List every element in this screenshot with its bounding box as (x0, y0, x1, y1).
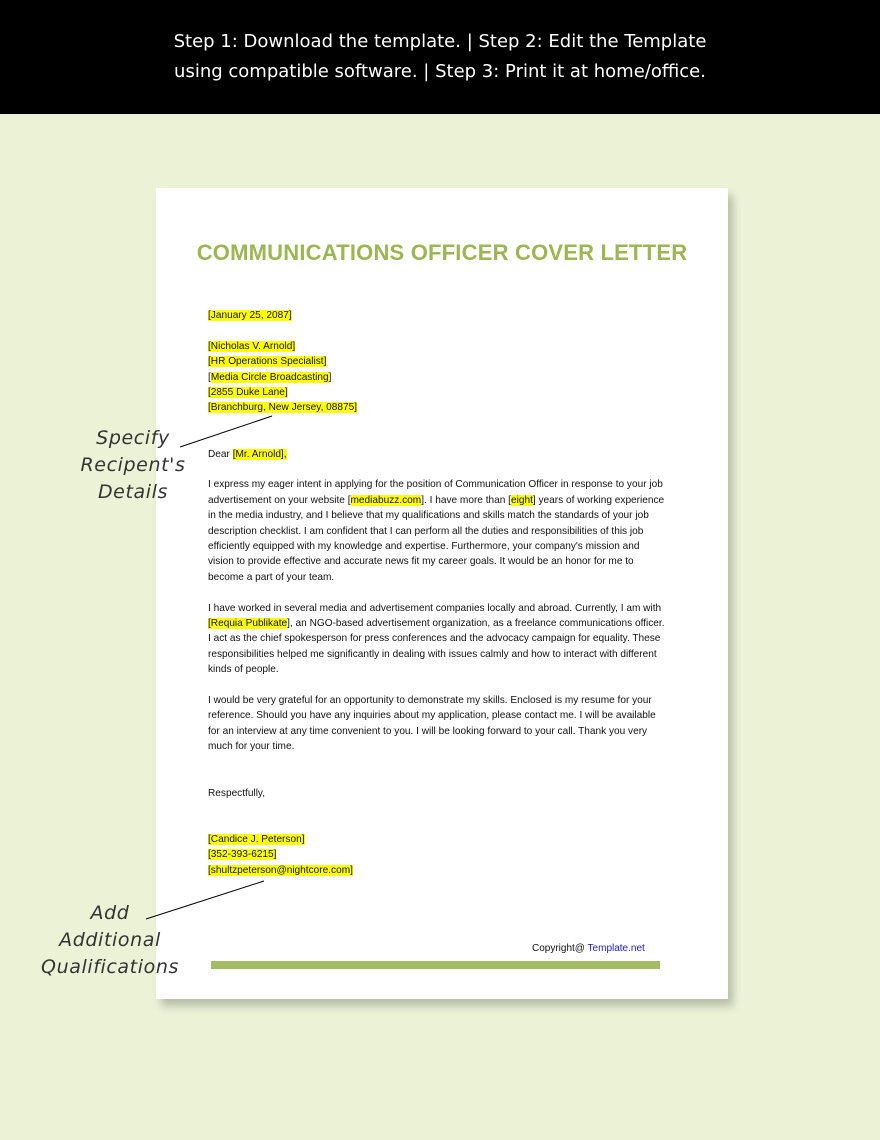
recipient-company: [Media Circle Broadcasting] (208, 371, 332, 383)
years-field: eight (510, 494, 533, 506)
recipient-city: [Branchburg, New Jersey, 08875] (208, 402, 358, 414)
recipient-street: [2855 Duke Lane] (208, 387, 288, 399)
banner-line-2: using compatible software. | Step 3: Print it at home/office. (174, 61, 706, 82)
signature-name: [Candice J. Peterson] (208, 833, 305, 845)
signature-email: [shultzpeterson@nightcore.com] (208, 864, 353, 876)
salutation: Dear [Mr. Arnold], (208, 448, 287, 460)
organization-field: [Requia Publikate (208, 618, 288, 630)
recipient-leader-line (180, 416, 272, 447)
copyright: Copyright@ Template.net (532, 943, 645, 954)
signature-phone: [352-393-6215] (208, 849, 277, 861)
template-net-link[interactable]: Template.net (587, 943, 645, 954)
callout-additional-qualifications: Add Additional Qualifications (41, 902, 179, 978)
callout-recipient-details: Specify Recipent's Details (80, 427, 186, 503)
website-field: mediabuzz.com (350, 494, 422, 506)
closing: Respectfully, (208, 787, 266, 799)
banner-line-1: Step 1: Download the template. | Step 2: Edit the Template (173, 31, 707, 52)
paragraph-3: I would be very grateful for an opportunity to demonstrate my skills. Enclosed is my resume for your reference. Should you have any inquiries about my application, please contact me. I will be available for an interview at any time convenient to you. I will be looking forward to your call. Thank you very much for your time. (208, 695, 656, 753)
qualifications-leader-line (146, 881, 264, 919)
document-title: COMMUNICATIONS OFFICER COVER LETTER (196, 240, 688, 265)
recipient-title: [HR Operations Specialist] (208, 356, 327, 368)
paragraph-2: I have worked in several media and advertisement companies locally and abroad. Currently, I am with [Requia Publikate], an NGO-based advertisement organization, as a freelance communications officer. I act as the chief spokesperson for press conferences and the advocacy campaign for equality. These responsibilities helped me significantly in dealing with issues calmly and how to interact with different kinds of people. (208, 602, 665, 676)
letter-date: [January 25, 2087] (208, 310, 292, 321)
paragraph-1: I express my eager intent in applying for the position of Communication Officer in response to your job advertisement on your website [mediabuzz.com]. I have more than [eight] years of working experience in the media industry, and I believe that my qualifications and skills match the standards of your job description checklist. I am confident that I can perform all the duties and responsibilities of this job efficiently equipped with my knowledge and expertise. Furthermore, your company's mission and vision to provide effective and accurate news fit my career goals. It would be an honor for me to become a part of your team. (208, 479, 665, 583)
recipient-name: [Nicholas V. Arnold] (208, 340, 296, 352)
